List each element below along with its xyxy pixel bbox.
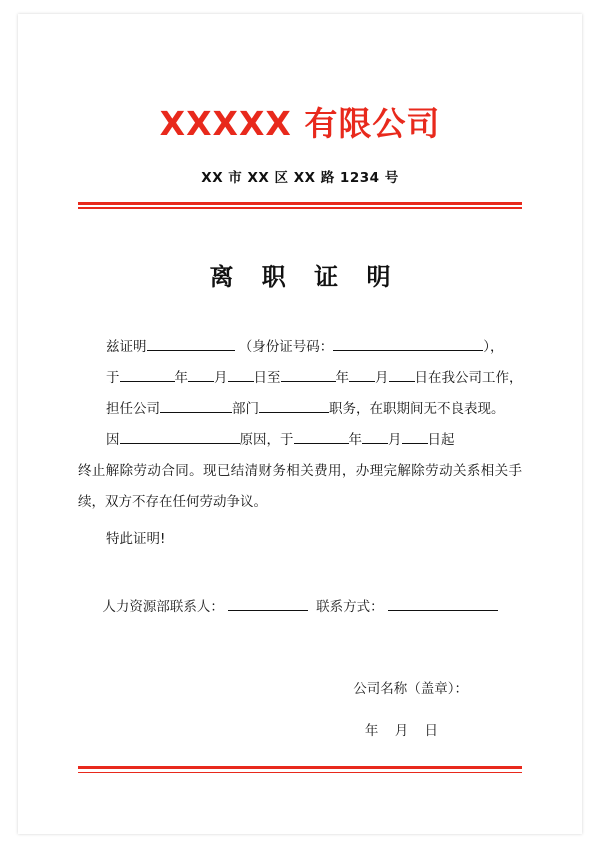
hr-contact-label: 人力资源部联系人： bbox=[102, 598, 224, 615]
paragraph-position bbox=[78, 394, 522, 425]
end-day-blank[interactable] bbox=[389, 366, 415, 382]
department-prefix-label: 担任公司 bbox=[106, 400, 160, 417]
employee-name-blank[interactable] bbox=[147, 335, 235, 351]
period-prefix-label: 于 bbox=[106, 369, 120, 386]
divider-thick-line bbox=[78, 202, 522, 205]
divider-thin-line bbox=[78, 207, 522, 209]
footer-divider-thin-line bbox=[78, 772, 522, 774]
paragraph-certify bbox=[78, 332, 522, 363]
header-divider bbox=[78, 202, 522, 209]
reason-prefix-label: 因 bbox=[106, 431, 120, 448]
terminate-year-blank[interactable] bbox=[294, 428, 349, 444]
terminate-year-label: 年 bbox=[348, 431, 362, 448]
department-label: 部门 bbox=[232, 400, 259, 417]
start-month-blank[interactable] bbox=[188, 366, 214, 382]
company-seal-label: 公司名称（盖章）： bbox=[353, 680, 468, 697]
terminate-month-label: 月 bbox=[388, 431, 402, 448]
start-year-label: 年 bbox=[174, 369, 188, 386]
reason-blank[interactable] bbox=[120, 428, 240, 444]
phone-blank[interactable] bbox=[388, 595, 498, 611]
reason-label: 原因，于 bbox=[239, 431, 294, 448]
paragraph-reason bbox=[78, 425, 522, 456]
end-year-label: 年 bbox=[335, 369, 349, 386]
terminate-day-label: 日起 bbox=[427, 431, 455, 448]
contact-row bbox=[78, 595, 522, 615]
page-title: 离 职 证 明 bbox=[209, 262, 401, 291]
paragraph-termination-statement: 终止解除劳动合同。现已结清财务相关费用，办理完解除劳动关系相关手续，双方不存在任何劳动争议。 bbox=[78, 462, 522, 510]
document-sheet bbox=[18, 14, 582, 834]
position-suffix-label: 职务，在职期间无不良表现。 bbox=[329, 400, 505, 417]
document-content bbox=[78, 14, 522, 834]
start-year-blank[interactable] bbox=[120, 366, 175, 382]
signature-date-line: 年 月 日 bbox=[364, 722, 444, 739]
start-day-blank[interactable] bbox=[228, 366, 254, 382]
end-month-label: 月 bbox=[375, 369, 389, 386]
terminate-day-blank[interactable] bbox=[402, 428, 428, 444]
terminate-month-blank[interactable] bbox=[362, 428, 388, 444]
paragraph-hereby-certify: 特此证明! bbox=[106, 530, 166, 547]
id-number-blank[interactable] bbox=[333, 335, 483, 351]
period-middle-label: 日至 bbox=[253, 369, 281, 386]
company-name: XXXXX 有限公司 bbox=[159, 104, 441, 143]
id-number-label: （身份证号码： bbox=[238, 338, 334, 355]
paragraph-employment-period bbox=[78, 363, 522, 394]
footer-divider-thick-line bbox=[78, 766, 522, 769]
end-year-blank[interactable] bbox=[281, 366, 336, 382]
department-blank[interactable] bbox=[160, 397, 232, 413]
certify-prefix-label: 兹证明 bbox=[106, 338, 147, 355]
hr-contact-blank[interactable] bbox=[228, 595, 308, 611]
footer-divider bbox=[78, 766, 522, 773]
id-number-suffix-label: ）， bbox=[483, 338, 504, 355]
company-address: XX 市 XX 区 XX 路 1234 号 bbox=[201, 169, 399, 186]
end-month-blank[interactable] bbox=[349, 366, 375, 382]
period-suffix-label: 日在我公司工作， bbox=[414, 369, 523, 386]
document-body bbox=[78, 332, 522, 555]
phone-label: 联系方式： bbox=[316, 598, 384, 615]
position-blank[interactable] bbox=[259, 397, 329, 413]
start-month-label: 月 bbox=[214, 369, 228, 386]
